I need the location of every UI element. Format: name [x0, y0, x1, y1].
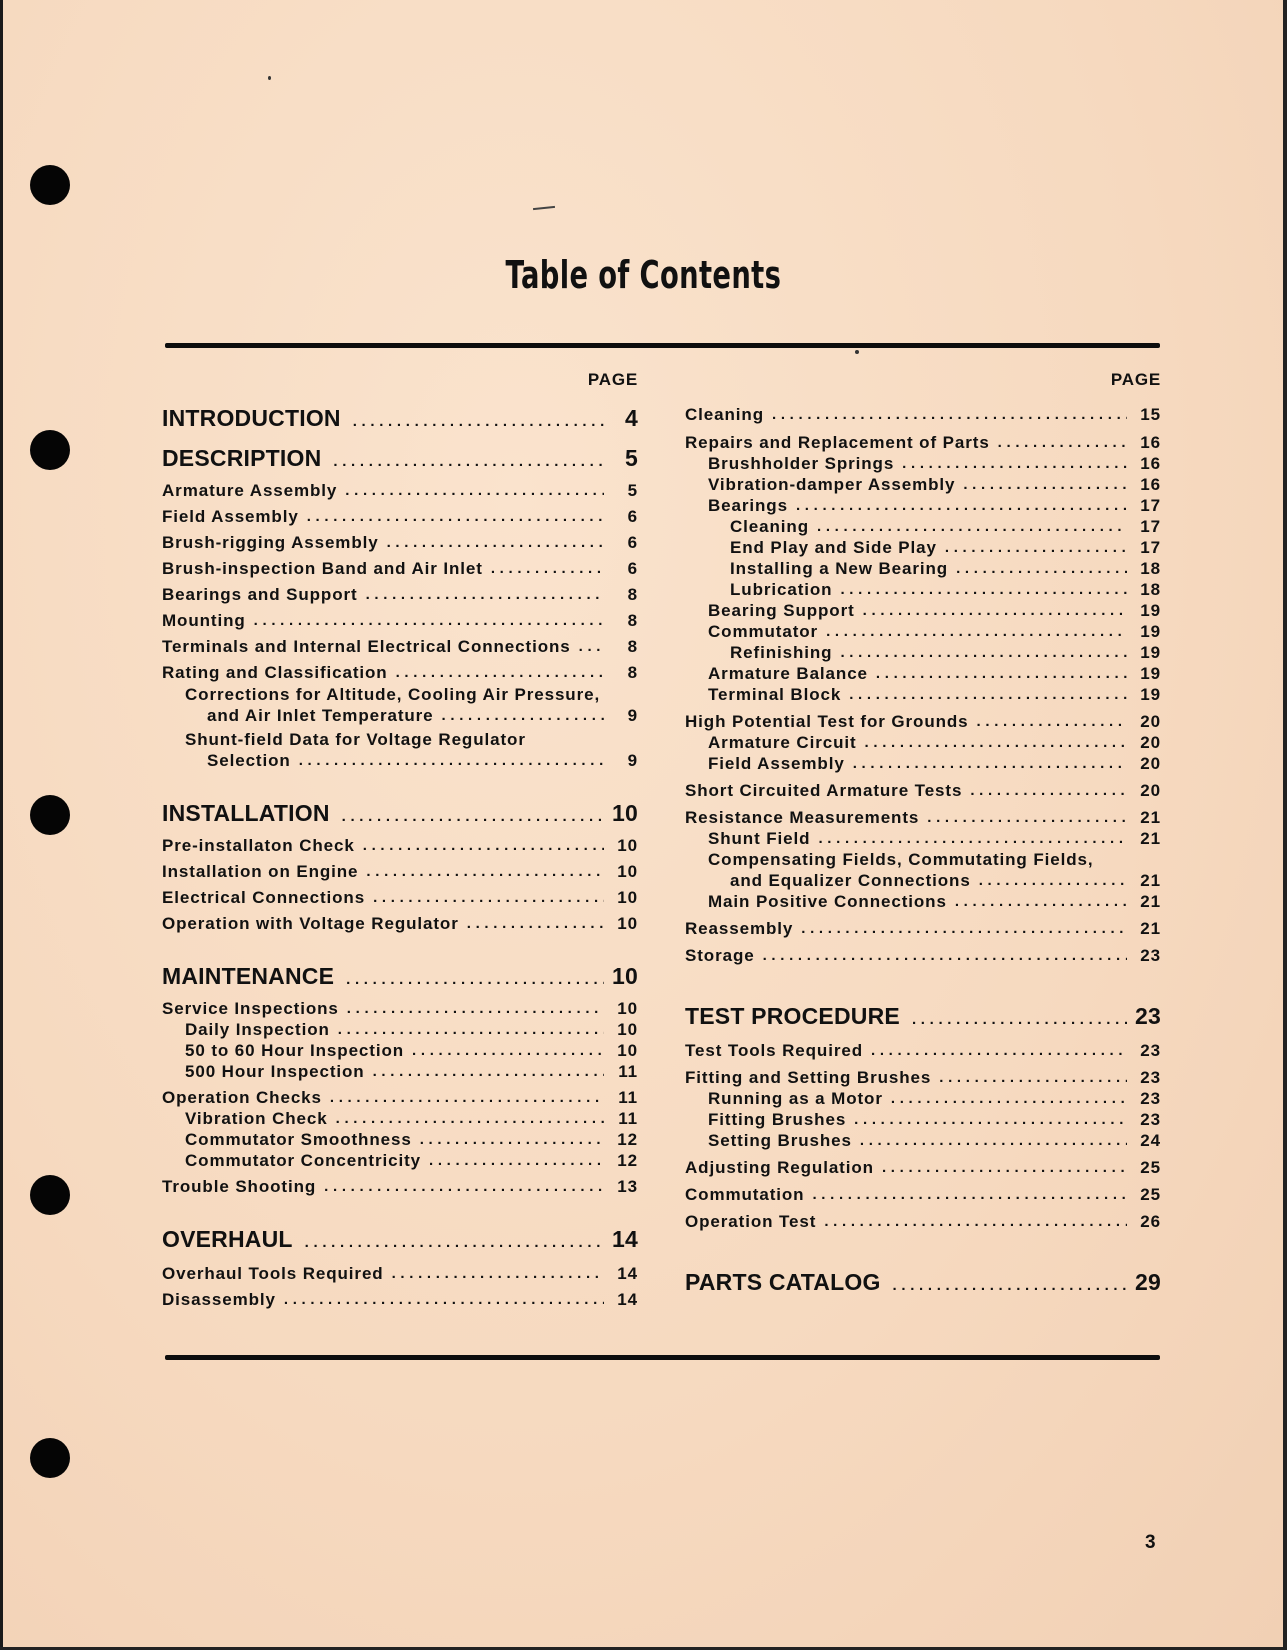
dot-leader	[307, 507, 604, 527]
dot-leader	[865, 733, 1127, 753]
toc-entry-label: Fitting and Setting Brushes	[685, 1068, 932, 1087]
toc-entry-page: 10	[617, 862, 638, 881]
dot-leader	[763, 946, 1127, 966]
toc-entry-label: Bearings	[708, 496, 788, 515]
toc-entry-label: Field Assembly	[162, 507, 299, 526]
toc-entry-page: 8	[627, 637, 638, 656]
dot-leader	[863, 601, 1127, 621]
dot-leader	[817, 517, 1127, 537]
toc-entry-page: 21	[1140, 919, 1161, 938]
toc-entry-page: 12	[617, 1130, 638, 1149]
dot-leader	[346, 970, 604, 990]
page-column-header: PAGE	[587, 370, 638, 389]
toc-entry-page: 8	[627, 585, 638, 604]
page-edge-left	[0, 0, 3, 1650]
toc-entry-page: 10	[612, 963, 638, 989]
toc-entry-page: 17	[1140, 517, 1161, 536]
toc-entry-label: Reassembly	[685, 919, 794, 938]
toc-entry-label: Bearings and Support	[162, 585, 358, 604]
toc-entry-label: Operation Checks	[162, 1088, 322, 1107]
toc-entry-page: 5	[627, 481, 638, 500]
toc-entry-label-line: Compensating Fields, Commutating Fields,	[708, 850, 1094, 869]
toc-entry[interactable]	[685, 1184, 1161, 1205]
dot-leader	[366, 585, 604, 605]
toc-entry-label: Vibration Check	[185, 1109, 328, 1128]
toc-entry-label-line: Corrections for Altitude, Cooling Air Pressure,	[185, 685, 601, 704]
toc-entry-label: Rating and Classification	[162, 663, 388, 682]
toc-entry[interactable]	[685, 453, 1161, 474]
dot-leader	[876, 664, 1127, 684]
toc-entry[interactable]	[162, 835, 638, 856]
toc-entry-label: Commutator	[708, 622, 819, 641]
toc-entry-label: DESCRIPTION	[162, 445, 322, 471]
toc-entry-page: 6	[627, 533, 638, 552]
page-column-header: PAGE	[1110, 370, 1161, 389]
dot-leader	[840, 643, 1127, 663]
toc-entry-label: Pre-installaton Check	[162, 836, 355, 855]
dot-leader	[801, 919, 1127, 939]
dot-leader	[824, 1212, 1127, 1232]
toc-entry-page: 9	[627, 751, 638, 770]
toc-entry[interactable]	[685, 432, 1161, 453]
toc-entry[interactable]	[685, 621, 1161, 642]
toc-entry[interactable]	[685, 642, 1161, 663]
dot-leader	[412, 1041, 604, 1061]
toc-entry-label: High Potential Test for Grounds	[685, 712, 969, 731]
toc-entry[interactable]	[162, 998, 638, 1019]
toc-entry-label: Shunt Field	[708, 829, 811, 848]
dot-leader	[373, 888, 604, 908]
toc-entry[interactable]	[162, 861, 638, 882]
dot-leader	[353, 412, 604, 432]
dot-leader	[927, 808, 1127, 828]
dot-leader	[963, 475, 1127, 495]
toc-entry-label: Commutator Smoothness	[185, 1130, 412, 1149]
toc-entry-page: 18	[1140, 580, 1161, 599]
dot-leader	[882, 1158, 1127, 1178]
toc-section-entry[interactable]	[162, 444, 638, 472]
toc-entry[interactable]	[162, 1108, 638, 1129]
punch-hole-icon	[30, 1175, 70, 1215]
toc-entry[interactable]	[685, 558, 1161, 579]
dot-leader	[299, 751, 604, 771]
toc-entry-page: 18	[1140, 559, 1161, 578]
dot-leader	[366, 862, 604, 882]
dot-leader	[854, 1110, 1127, 1130]
toc-entry-page: 10	[617, 888, 638, 907]
dot-leader	[330, 1088, 604, 1108]
toc-entry-label: Armature Assembly	[162, 481, 338, 500]
toc-entry-page: 16	[1140, 475, 1161, 494]
toc-section-entry[interactable]	[162, 799, 638, 827]
toc-entry[interactable]	[685, 663, 1161, 684]
toc-entry[interactable]	[685, 807, 1161, 828]
toc-entry-label: Operation Test	[685, 1212, 817, 1231]
toc-entry-label: Commutation	[685, 1185, 805, 1204]
toc-entry-page: 10	[617, 836, 638, 855]
toc-entry-page: 19	[1140, 622, 1161, 641]
dot-leader	[429, 1151, 604, 1171]
toc-entry[interactable]	[685, 579, 1161, 600]
toc-entry-label: Disassembly	[162, 1290, 276, 1309]
toc-entry-label: Brush-rigging Assembly	[162, 533, 379, 552]
toc-entry-page: 19	[1140, 643, 1161, 662]
toc-entry-page: 17	[1140, 538, 1161, 557]
dot-leader	[579, 637, 604, 657]
dot-leader	[893, 1276, 1127, 1296]
dot-leader	[305, 1233, 604, 1253]
toc-entry-page: 23	[1140, 1110, 1161, 1129]
page-edge-right	[1283, 0, 1287, 1650]
page-title: Table of Contents	[505, 253, 782, 298]
toc-entry-label: 50 to 60 Hour Inspection	[185, 1041, 405, 1060]
dot-leader	[955, 892, 1127, 912]
toc-entry[interactable]	[162, 532, 638, 553]
dot-leader	[977, 712, 1127, 732]
toc-entry-page: 10	[612, 800, 638, 826]
dot-leader	[912, 1010, 1127, 1030]
toc-entry-label: Overhaul Tools Required	[162, 1264, 384, 1283]
toc-entry-label: Daily Inspection	[185, 1020, 330, 1039]
dot-leader	[902, 454, 1127, 474]
toc-entry-page: 10	[617, 999, 638, 1018]
toc-entry-label: Installing a New Bearing	[730, 559, 949, 578]
dot-leader	[826, 622, 1127, 642]
toc-entry-page: 29	[1135, 1269, 1161, 1295]
dot-leader	[853, 754, 1127, 774]
toc-entry-page: 24	[1140, 1131, 1161, 1150]
toc-entry-page: 15	[1140, 405, 1161, 424]
toc-entry-page: 20	[1140, 754, 1161, 773]
toc-entry[interactable]	[685, 753, 1161, 774]
toc-entry[interactable]	[685, 1211, 1161, 1232]
toc-entry-label: 500 Hour Inspection	[185, 1062, 365, 1081]
toc-entry-label: Mounting	[162, 611, 246, 630]
toc-entry-page: 21	[1140, 892, 1161, 911]
toc-entry-page: 10	[617, 1020, 638, 1039]
toc-entry-page: 16	[1140, 454, 1161, 473]
toc-entry-page: 10	[617, 1041, 638, 1060]
dot-leader	[387, 533, 604, 553]
toc-right-column	[685, 370, 1161, 1296]
toc-entry[interactable]	[685, 732, 1161, 753]
dot-leader	[338, 1020, 604, 1040]
toc-entry-label: Operation with Voltage Regulator	[162, 914, 459, 933]
toc-entry-label: Cleaning	[685, 405, 764, 424]
toc-entry-label: Installation on Engine	[162, 862, 359, 881]
dot-leader	[392, 1264, 604, 1284]
toc-entry-label: Brushholder Springs	[708, 454, 895, 473]
toc-entry[interactable]	[162, 1019, 638, 1040]
toc-entry-page: 13	[617, 1177, 638, 1196]
toc-entry-page: 23	[1140, 946, 1161, 965]
dot-leader	[333, 452, 604, 472]
toc-entry-page: 25	[1140, 1185, 1161, 1204]
dot-leader	[939, 1068, 1127, 1088]
toc-entry-page: 14	[612, 1226, 638, 1252]
paper-speck	[855, 350, 859, 354]
dot-leader	[347, 999, 604, 1019]
toc-entry[interactable]	[162, 506, 638, 527]
paper-mark	[533, 206, 555, 210]
toc-entry[interactable]	[162, 1176, 638, 1197]
toc-entry-page: 21	[1140, 871, 1161, 890]
toc-entry[interactable]	[685, 516, 1161, 537]
toc-entry-label: Commutator Concentricity	[185, 1151, 422, 1170]
toc-entry-page: 20	[1140, 733, 1161, 752]
toc-entry[interactable]	[162, 1061, 638, 1082]
toc-entry-label: Resistance Measurements	[685, 808, 920, 827]
toc-entry-page: 8	[627, 663, 638, 682]
toc-entry[interactable]	[162, 584, 638, 605]
punch-hole-icon	[30, 795, 70, 835]
top-rule	[165, 343, 1160, 348]
dot-leader	[324, 1177, 604, 1197]
toc-entry-page: 8	[627, 611, 638, 630]
toc-entry-label: Field Assembly	[708, 754, 845, 773]
toc-entry[interactable]	[685, 870, 1161, 891]
toc-entry-page: 21	[1140, 829, 1161, 848]
toc-entry[interactable]	[685, 684, 1161, 705]
toc-entry-label: Test Tools Required	[685, 1041, 863, 1060]
toc-entry[interactable]	[685, 1130, 1161, 1151]
toc-entry[interactable]	[162, 913, 638, 934]
toc-entry-label: Cleaning	[730, 517, 809, 536]
toc-entry[interactable]	[162, 1040, 638, 1061]
toc-entry-page: 6	[627, 559, 638, 578]
dot-leader	[796, 496, 1127, 516]
toc-entry[interactable]	[685, 537, 1161, 558]
dot-leader	[945, 538, 1127, 558]
toc-entry-page: 23	[1140, 1089, 1161, 1108]
toc-entry-label: Lubrication	[730, 580, 833, 599]
toc-entry-label: Terminal Block	[708, 685, 842, 704]
toc-entry-label: PARTS CATALOG	[685, 1269, 881, 1295]
toc-entry[interactable]	[162, 636, 638, 657]
toc-entry[interactable]	[162, 1150, 638, 1171]
toc-entry-label: Setting Brushes	[708, 1131, 852, 1150]
toc-entry-label: OVERHAUL	[162, 1226, 293, 1252]
dot-leader	[396, 663, 604, 683]
dot-leader	[860, 1131, 1127, 1151]
toc-entry-label: INTRODUCTION	[162, 405, 341, 431]
toc-entry[interactable]	[685, 600, 1161, 621]
toc-entry-page: 10	[617, 914, 638, 933]
toc-entry-label: Repairs and Replacement of Parts	[685, 433, 990, 452]
toc-entry[interactable]	[685, 918, 1161, 939]
toc-entry-page: 11	[618, 1109, 638, 1128]
toc-entry-page: 17	[1140, 496, 1161, 515]
toc-entry-label: Trouble Shooting	[162, 1177, 317, 1196]
toc-section-entry[interactable]	[685, 1268, 1161, 1296]
dot-leader	[956, 559, 1127, 579]
toc-entry-page: 11	[618, 1062, 638, 1081]
dot-leader	[467, 914, 604, 934]
toc-entry[interactable]	[685, 780, 1161, 801]
toc-entry[interactable]	[162, 1087, 638, 1108]
dot-leader	[979, 871, 1127, 891]
toc-entry-label: Bearing Support	[708, 601, 855, 620]
toc-entry-page: 14	[617, 1290, 638, 1309]
toc-entry-label: Service Inspections	[162, 999, 339, 1018]
dot-leader	[345, 481, 604, 501]
toc-entry-label-line: Shunt-field Data for Voltage Regulator	[185, 730, 526, 749]
toc-entry-page: 23	[1135, 1003, 1161, 1029]
toc-entry-label: MAINTENANCE	[162, 963, 335, 989]
punch-hole-icon	[30, 1438, 70, 1478]
toc-entry[interactable]	[162, 887, 638, 908]
toc-entry[interactable]	[685, 1088, 1161, 1109]
toc-entry-page: 20	[1140, 781, 1161, 800]
toc-entry[interactable]	[685, 1067, 1161, 1088]
toc-entry-page: 19	[1140, 685, 1161, 704]
toc-entry-label: Refinishing	[730, 643, 833, 662]
toc-entry-label: Adjusting Regulation	[685, 1158, 874, 1177]
toc-entry-label: Main Positive Connections	[708, 892, 947, 911]
toc-entry-page: 14	[617, 1264, 638, 1283]
toc-entry[interactable]	[685, 404, 1161, 425]
dot-leader	[812, 1185, 1127, 1205]
toc-entry-label: End Play and Side Play	[730, 538, 937, 557]
dot-leader	[420, 1130, 604, 1150]
toc-entry[interactable]	[685, 474, 1161, 495]
toc-entry[interactable]	[162, 480, 638, 501]
toc-entry-page: 6	[627, 507, 638, 526]
toc-entry[interactable]	[162, 558, 638, 579]
page-number: 3	[1145, 1532, 1156, 1553]
dot-leader	[818, 829, 1127, 849]
toc-section-entry[interactable]	[162, 962, 638, 990]
dot-leader	[284, 1290, 604, 1310]
toc-entry[interactable]	[685, 711, 1161, 732]
dot-leader	[998, 433, 1127, 453]
punch-hole-icon	[30, 430, 70, 470]
dot-leader	[373, 1062, 604, 1082]
dot-leader	[772, 405, 1127, 425]
toc-entry[interactable]	[162, 1129, 638, 1150]
toc-entry-page: 23	[1140, 1041, 1161, 1060]
toc-entry[interactable]	[685, 828, 1161, 849]
toc-entry-label: and Equalizer Connections	[730, 871, 971, 890]
toc-entry-page: 4	[625, 405, 638, 431]
toc-entry-label: Short Circuited Armature Tests	[685, 781, 963, 800]
toc-left-column	[162, 370, 638, 1310]
toc-entry-page: 19	[1140, 601, 1161, 620]
bottom-rule	[165, 1355, 1160, 1360]
dot-leader	[442, 706, 604, 726]
toc-entry[interactable]	[162, 662, 638, 683]
toc-entry-page: 26	[1140, 1212, 1161, 1231]
toc-entry-page: 20	[1140, 712, 1161, 731]
toc-entry-page: 12	[617, 1151, 638, 1170]
toc-entry-page: 9	[627, 706, 638, 725]
toc-entry-label: Brush-inspection Band and Air Inlet	[162, 559, 483, 578]
toc-entry[interactable]	[162, 610, 638, 631]
dot-leader	[970, 781, 1127, 801]
paper-speck	[268, 76, 271, 80]
toc-entry-page: 25	[1140, 1158, 1161, 1177]
toc-entry-page: 5	[625, 445, 638, 471]
toc-entry[interactable]	[685, 891, 1161, 912]
toc-entry[interactable]	[162, 705, 638, 726]
punch-hole-icon	[30, 165, 70, 205]
toc-entry-label: Terminals and Internal Electrical Connections	[162, 637, 571, 656]
toc-entry-page: 19	[1140, 664, 1161, 683]
toc-entry[interactable]	[162, 1263, 638, 1284]
dot-leader	[363, 836, 604, 856]
dot-leader	[254, 611, 604, 631]
toc-entry[interactable]	[162, 1289, 638, 1310]
dot-leader	[336, 1109, 604, 1129]
dot-leader	[871, 1041, 1127, 1061]
toc-entry-page: 11	[618, 1088, 638, 1107]
dot-leader	[342, 807, 604, 827]
dot-leader	[840, 580, 1127, 600]
toc-entry[interactable]	[685, 495, 1161, 516]
toc-entry-label: Storage	[685, 946, 755, 965]
toc-entry-page: 16	[1140, 433, 1161, 452]
toc-section-entry[interactable]	[162, 404, 638, 432]
toc-entry-label: INSTALLATION	[162, 800, 330, 826]
toc-entry[interactable]	[685, 1040, 1161, 1061]
toc-entry[interactable]	[162, 750, 638, 771]
toc-entry-label: Running as a Motor	[708, 1089, 883, 1108]
toc-entry-label: Fitting Brushes	[708, 1110, 847, 1129]
toc-entry-label: and Air Inlet Temperature	[207, 706, 434, 725]
dot-leader	[891, 1089, 1127, 1109]
toc-section-entry[interactable]	[685, 1002, 1161, 1030]
toc-entry-page: 23	[1140, 1068, 1161, 1087]
dot-leader	[849, 685, 1127, 705]
toc-entry-label: Vibration-damper Assembly	[708, 475, 956, 494]
toc-entry-label: Armature Circuit	[708, 733, 857, 752]
toc-entry[interactable]	[685, 945, 1161, 966]
toc-entry-label: Selection	[207, 751, 291, 770]
dot-leader	[491, 559, 604, 579]
toc-entry-label: Electrical Connections	[162, 888, 366, 907]
toc-entry-label: Armature Balance	[708, 664, 868, 683]
toc-section-entry[interactable]	[162, 1225, 638, 1253]
toc-entry[interactable]	[685, 1109, 1161, 1130]
toc-entry[interactable]	[685, 1157, 1161, 1178]
toc-entry-page: 21	[1140, 808, 1161, 827]
toc-entry-label: TEST PROCEDURE	[685, 1003, 900, 1029]
